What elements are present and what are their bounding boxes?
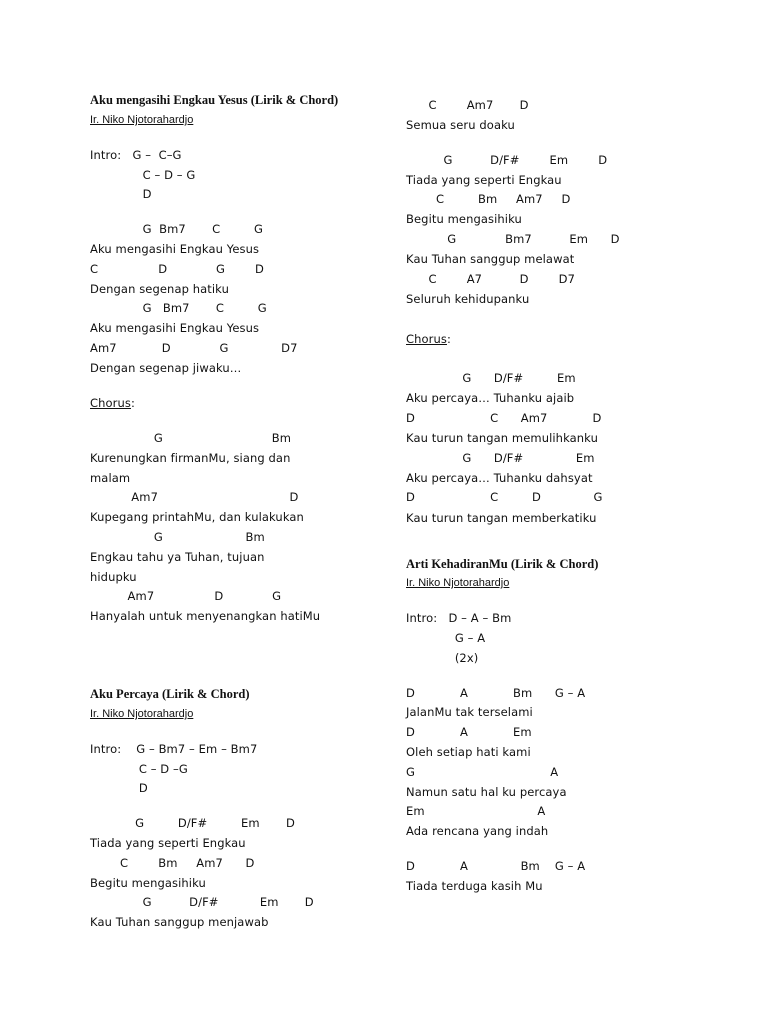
chord-line: C Bm Am7 D [406, 192, 571, 206]
lyric-line: Kupegang printahMu, dan kulakukan [90, 510, 304, 524]
lyric-line: Dengan segenap jiwaku… [90, 361, 242, 375]
chord-line: D C D G [406, 490, 603, 504]
chord-line: Am7 D G D7 [90, 341, 298, 355]
lyric-line: Begitu mengasihiku [406, 212, 522, 226]
lyric-line: Semua seru doaku [406, 118, 515, 132]
chorus-colon: : [130, 396, 135, 410]
chord-line: D [90, 187, 152, 201]
lyric-line: Engkau tahu ya Tuhan, tujuan [90, 550, 265, 564]
chord-line: D A Em [406, 725, 532, 739]
intro-line: Intro: D – A – Bm [406, 611, 512, 625]
chord-line: G D/F# Em [406, 451, 595, 465]
chorus-heading [90, 395, 135, 411]
song-author: Ir. Niko Njotorahardjo [406, 577, 510, 589]
lyric-line: JalanMu tak terselami [406, 705, 533, 719]
lyric-line: Ada rencana yang indah [406, 824, 549, 838]
chord-line: G Bm7 C G [90, 222, 264, 236]
lyric-line: Tiada terduga kasih Mu [406, 879, 543, 893]
chord-line: G D/F# Em D [90, 816, 295, 830]
lyric-line: Kau Tuhan sanggup melawat [406, 252, 575, 266]
chord-line: G Bm7 Em D [406, 232, 620, 246]
chord-line: G D/F# Em D [406, 153, 608, 167]
lyric-line: Aku percaya… Tuhanku ajaib [406, 391, 575, 405]
chord-line: Em A [406, 804, 546, 818]
chorus-label: Chorus [406, 332, 447, 346]
lyric-line: hidupku [90, 570, 137, 584]
chorus-heading [406, 331, 451, 347]
intro-line: Intro: G – Bm7 – Em – Bm7 [90, 742, 258, 756]
chord-line: C Am7 D [406, 98, 529, 112]
lyric-line: Begitu mengasihiku [90, 876, 206, 890]
song-author: Ir. Niko Njotorahardjo [90, 708, 194, 720]
chord-line: C – D – G [90, 168, 196, 182]
lyric-line: Seluruh kehidupanku [406, 292, 530, 306]
song-author: Ir. Niko Njotorahardjo [90, 114, 194, 126]
chord-line: Am7 D [90, 490, 299, 504]
chord-line: G Bm [90, 431, 292, 445]
lyric-line: Tiada yang seperti Engkau [90, 836, 246, 850]
chord-line: G Bm [90, 530, 265, 544]
lyric-line: Kau turun tangan memulihkanku [406, 431, 598, 445]
song-title: Aku Percaya (Lirik & Chord) [90, 687, 250, 701]
chord-line: G D/F# Em [406, 371, 576, 385]
lyric-line: Namun satu hal ku percaya [406, 785, 567, 799]
lyric-line: Tiada yang seperti Engkau [406, 173, 562, 187]
lyric-line: malam [90, 471, 131, 485]
lyric-line: Oleh setiap hati kami [406, 745, 531, 759]
lyric-line: Aku mengasihi Engkau Yesus [90, 321, 260, 335]
chord-line: C D G D [90, 262, 265, 276]
intro-line: Intro: G – C–G [90, 148, 182, 162]
chord-line: G D/F# Em D [90, 895, 314, 909]
chord-line: G – A [406, 631, 486, 645]
chord-line: Am7 D G [90, 589, 282, 603]
song-title: Aku mengasihi Engkau Yesus (Lirik & Chord) [90, 93, 339, 107]
chord-line: D [90, 781, 148, 795]
lyric-line: Kau Tuhan sanggup menjawab [90, 915, 269, 929]
lyric-line: Aku percaya… Tuhanku dahsyat [406, 471, 593, 485]
chord-line: D A Bm G – A [406, 686, 586, 700]
chord-line: C A7 D D7 [406, 272, 576, 286]
chord-line: G A [406, 765, 559, 779]
chord-line: C – D –G [90, 762, 188, 776]
chord-line: D C Am7 D [406, 411, 602, 425]
chorus-colon: : [446, 332, 451, 346]
lyric-line: Kurenungkan firmanMu, siang dan [90, 451, 291, 465]
chorus-label: Chorus [90, 396, 131, 410]
chord-line: D A Bm G – A [406, 859, 586, 873]
lyric-line: Hanyalah untuk menyenangkan hatiMu [90, 609, 321, 623]
chord-line: G Bm7 C G [90, 301, 267, 315]
lyric-line: Aku mengasihi Engkau Yesus [90, 242, 260, 256]
chord-line: (2x) [406, 651, 479, 665]
lyric-line: Dengan segenap hatiku [90, 282, 229, 296]
lyric-line: Kau turun tangan memberkatiku [406, 511, 597, 525]
song-title: Arti KehadiranMu (Lirik & Chord) [406, 557, 599, 571]
chord-line: C Bm Am7 D [90, 856, 255, 870]
